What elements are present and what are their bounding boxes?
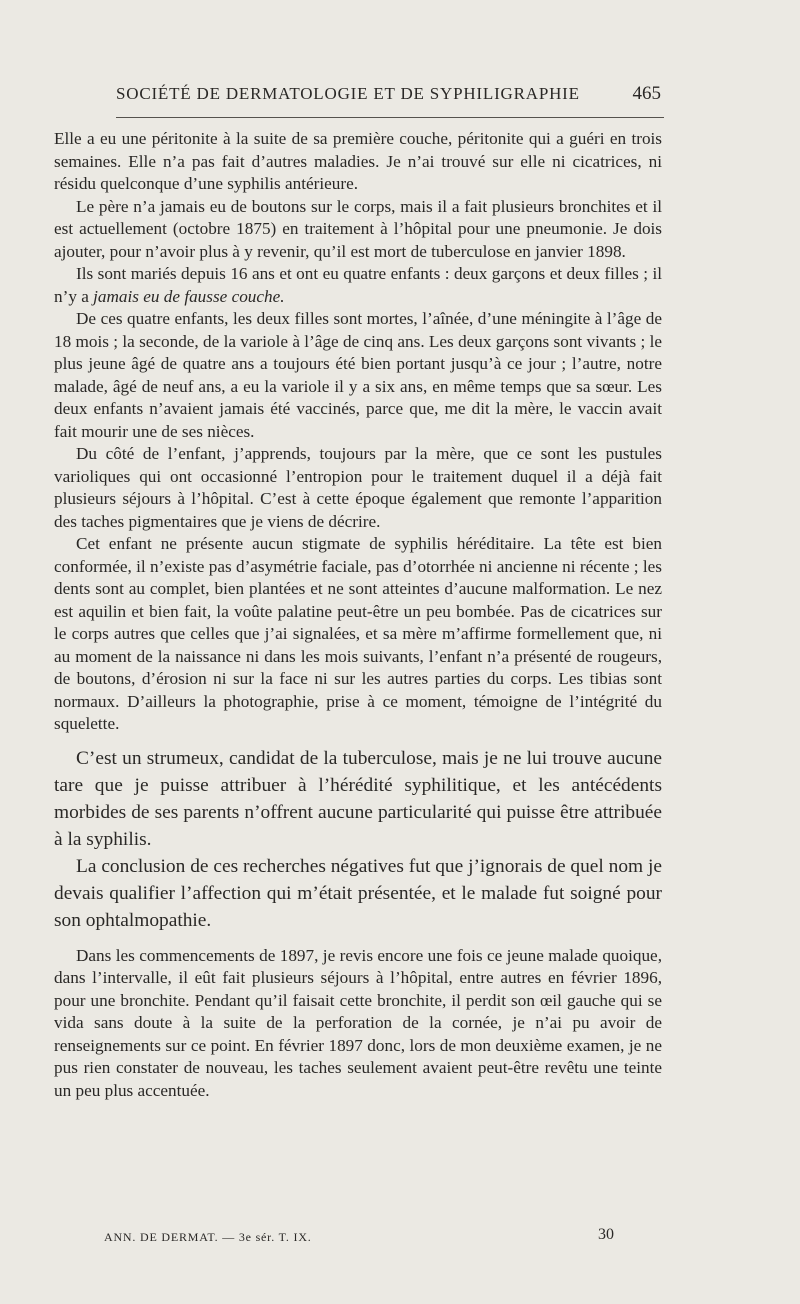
paragraph-1: Elle a eu une péritonite à la suite de sa première couche, péritonite qui a guéri en trois semaines. Elle n’a pas fait d’autres maladies. Je n’ai trouvé sur elle ni cicatrices, ni résidu quelconque d’une syphilis antérieure. — [54, 129, 662, 193]
paragraph-7: C’est un strumeux, candidat de la tuberculose, mais je ne lui trouve aucune tare que je puisse attribuer à l’hérédité syphilitique, et les antécédents morbides de ses parents n’offrent aucune particularité qui puisse être attribuée à la syphilis. — [54, 747, 662, 850]
sheet-number: 30 — [598, 1226, 614, 1243]
running-header — [116, 84, 661, 110]
running-title: SOCIÉTÉ DE DERMATOLOGIE ET DE SYPHILIGRAPHIE — [116, 84, 580, 103]
paragraph-4: De ces quatre enfants, les deux filles sont mortes, l’aînée, d’une méningite à l’âge de 18 mois ; la seconde, de la variole à l’âge de cinq ans. Les deux garçons sont vivants ; le plus jeune âgé de quatre ans a toujours été bien portant jusqu’à ce jour ; l’autre, notre malade, âgé de neuf ans, a eu la variole il y a six ans, en même temps que sa sœur. Les deux enfants n’avaient jamais été vaccinés, parce que, me dit la mère, le vaccin avait fait mourir une de ses nièces. — [54, 309, 662, 441]
header-rule — [116, 117, 664, 118]
paragraph-5: Du côté de l’enfant, j’apprends, toujours par la mère, que ce sont les pustules varioliques qui ont occasionné l’entropion pour le traitement duquel il a déjà fait plusieurs séjours à l’hôpital. C’est à cette époque également que remonte l’apparition des taches pigmentaires que je viens de décrire. — [54, 444, 662, 531]
paragraph-2: Le père n’a jamais eu de boutons sur le corps, mais il a fait plusieurs bronchites et il est actuellement (octobre 1875) en traitement à l’hôpital pour une pneumonie. Je dois ajouter, pour n’avoir plus à y revenir, qu’il est mort de tuberculose en janvier 1898. — [54, 196, 662, 261]
paragraph-3-text: Ils sont mariés depuis 16 ans et ont eu quatre enfants : deux garçons et deux filles ; il n’y a — [54, 264, 662, 306]
page-number: 465 — [632, 83, 661, 104]
paragraph-3 — [54, 263, 662, 308]
body-text — [54, 128, 662, 1102]
page-footer — [104, 1228, 614, 1248]
paragraph-6: Cet enfant ne présente aucun stigmate de syphilis héréditaire. La tête est bien conformée, il n’existe pas d’asymétrie faciale, pas d’otorrhée ni ancienne ni récente ; les dents sont au complet, bien plantées et ne sont atteintes d’aucune malformation. Le nez est aquilin et bien fait, la voûte palatine peut-être un peu bombée. Pas de cicatrices sur le corps autres que celles que j’ai signalées, et sa mère m’affirme formellement que, ni au moment de la naissance ni dans les mois suivants, l’enfant n’a présenté de rougeurs, de boutons, d’érosion ni sur la face ni sur les autres parties du corps. Les tibias sont normaux. D’ailleurs la photographie, prise à ce moment, témoigne de l’intégrité du squelette. — [54, 534, 662, 733]
paragraph-3-italic: jamais eu de fausse couche. — [93, 286, 285, 306]
paragraph-9: Dans les commencements de 1897, je revis encore une fois ce jeune malade quoique, dans l’intervalle, il eût fait plusieurs séjours à l’hôpital, entre autres en février 1896, pour une bronchite. Pendant qu’il faisait cette bronchite, il perdit son œil gauche qui se vida sans doute à la suite de la perforation de la cornée, je n’ai pu avoir de renseignements sur ce point. En février 1897 donc, lors de mon deuxième examen, je ne pus rien constater de nouveau, les taches seulement avaient peut-être revêtu une teinte un peu plus accentuée. — [54, 945, 662, 1100]
signature-mark: ANN. DE DERMAT. — 3e sér. T. IX. — [104, 1230, 312, 1244]
paragraph-8: La conclusion de ces recherches négatives fut que j’ignorais de quel nom je devais qualifier l’affection qui m’était présentée, et le malade fut soigné pour son ophtalmopathie. — [54, 855, 662, 931]
